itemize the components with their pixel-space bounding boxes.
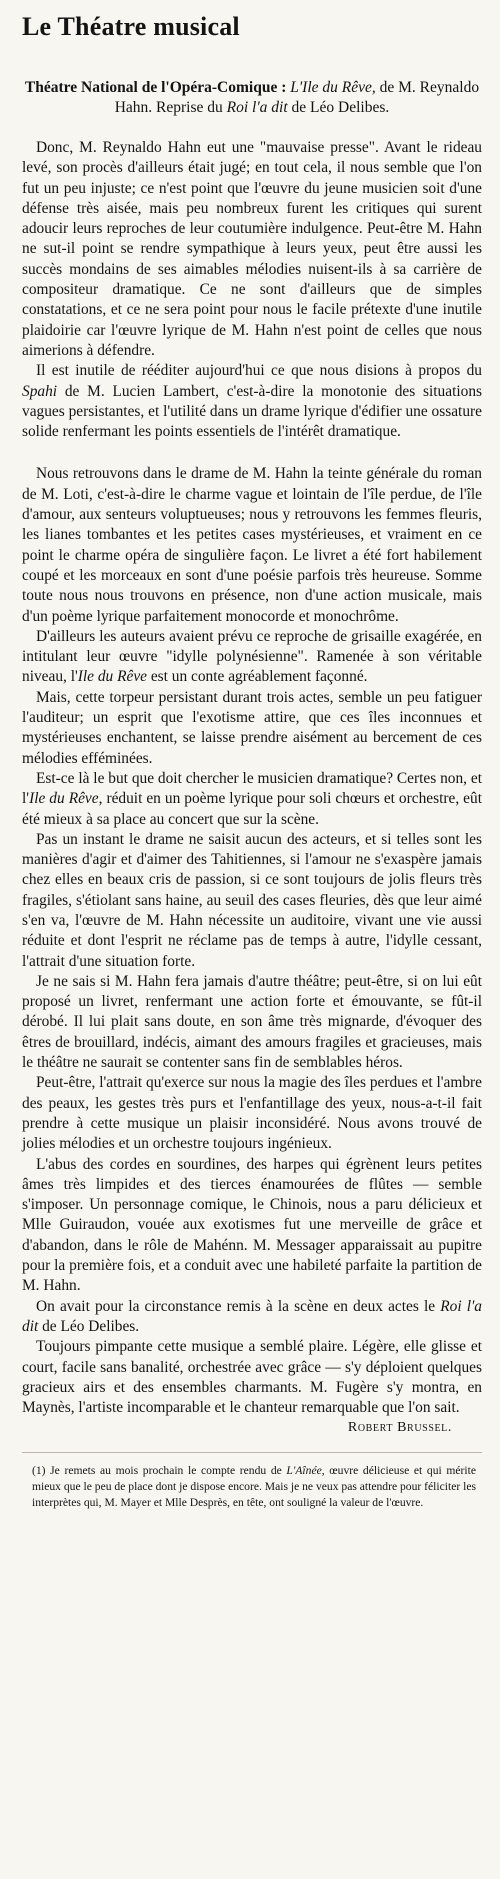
footnote-text: (1) Je remets au mois prochain le compte rendu de: [32, 1464, 287, 1478]
paragraph-text: est un conte agréablement façonné.: [147, 668, 368, 686]
headline-venue: Théatre National de l'Opéra-Comique :: [24, 79, 287, 96]
paragraph-italic: Ile du Rêve: [77, 668, 147, 686]
paragraph: Nous retrouvons dans le drame de M. Hahn la teinte générale du roman de M. Loti, c'est-à-dire le charme vague et lointain de l'île perdue, de l'île d'amour, aux senteurs voluptueuses; nous y retrouvons les femmes fleuris, les lianes tombantes et les petites cases mystérieuses, et vraiment en ce point le charme opéra de singulière façon. Le livret a été fort habilement coupé et les morceaux en sont d'une poésie parfois très heureuse. Somme toute nous nous trouvons en présence, non d'une action musicale, mais d'un poème lyrique parfaitement monocorde et monochrôme.: [22, 465, 482, 625]
section-title: Le Théatre musical: [22, 12, 240, 41]
headline-revival-author: de Léo Delibes.: [291, 99, 390, 116]
paragraph: L'abus des cordes en sourdines, des harpes qui égrènent leurs petites âmes très limpides et des tierces énamourées de flûtes — semble s'imposer. Un personnage comique, le Chinois, nous a paru délicieux et Mlle Guiraudon, vouée aux exotismes fut une merveille de grâce et d'abandon, dans le rôle de Mahénn. M. Messager apparaissait au pupitre pour la première fois, et a conduit avec une habileté parfaite la partition de M. Hahn.: [22, 1155, 482, 1295]
footnote-text: , œuvre délicieuse et qui mérite mieux que le peu de place dont je dispose encore. Mais je ne veux pas attendre pour féliciter les interprètes qui, M. Mayer et Mlle Desprès, en tête, ont souligné la valeur de l'œuvre.: [32, 1464, 476, 1509]
paragraph-text: Il est inutile de rééditer aujourd'hui ce que nous disions à propos du: [36, 362, 482, 380]
author-signature: Robert Brussel.: [347, 1420, 452, 1436]
paragraph: Toujours pimpante cette musique a semblé plaire. Légère, elle glisse et court, facile sans banalité, orchestrée avec grâce — s'y déploient quelques gracieux airs et des ensembles charmants. M. Fugère s'y montra, en Maynès, l'artiste incomparable et le chanteur remarquable que l'on sait.: [22, 1338, 482, 1417]
paragraph: Je ne sais si M. Hahn fera jamais d'autre théâtre; peut-être, si on lui eût proposé un livret, renfermant une action forte et émouvante, se fût-il dérobé. Il lui plait sans doute, en son âme très mignarde, d'évoquer des êtres de brouillard, indécis, aimant des amours fragiles et gracieuses, mais le théâtre ne saurait se contenter sans fin de semblables héros.: [22, 972, 482, 1072]
headline-revival: Roi l'a dit: [226, 99, 288, 116]
paragraph: [22, 361, 482, 442]
paragraph: [22, 769, 482, 830]
paragraph: Pas un instant le drame ne saisit aucun des acteurs, et si telles sont les manières d'agir et d'aimer des Tahitiennes, si l'amour ne s'exaspère jamais chez elles en beaux cris de passion, si ce sont toujours de jolis fleurs très fragiles, s'étiolant sans haine, au seuil des cases fleuries, dès que leur aimé s'en va, l'œuvre de M. Hahn nécessite un auditoire, vivant une vie aussi réduite et dont l'esprit ne réclame pas de temps à autre, l'idylle cessant, l'attrait d'une situation forte.: [22, 830, 482, 970]
paragraph-text: , réduit en un poème lyrique pour soli chœurs et orchestre, eût été mieux à sa place au concert que sur la scène.: [22, 790, 482, 828]
paragraph-italic: Roi l'a dit: [22, 1297, 482, 1335]
footnote-italic: L'Aînée: [286, 1464, 322, 1478]
headline-by: de M. Reynaldo Hahn. Reprise du: [114, 79, 480, 116]
paragraph: [22, 627, 482, 688]
footnote: [22, 1463, 482, 1510]
paragraph: [22, 1297, 482, 1338]
paragraph-text: de M. Lucien Lambert, c'est-à-dire la monotonie des situations vagues persistantes, et l'utilité dans un drame lyrique d'édifier une ossature solide renfermant les points essentiels de l'intérêt dramatique.: [22, 382, 482, 441]
paragraph: Mais, cette torpeur persistant durant trois actes, semble un peu fatiguer l'auditeur; un esprit que l'exotisme attire, que ces îles inconnues et mystérieuses enchantent, se laisse prendre aisément au bercement de ces mélodies efféminées.: [22, 688, 482, 767]
article-headline: [22, 78, 482, 118]
paragraph-text: On avait pour la circonstance remis à la scène en deux actes le: [36, 1297, 441, 1315]
article-body-part-one: [22, 138, 482, 442]
paragraph: Peut-être, l'attrait qu'exerce sur nous la magie des îles perdues et l'ambre des peaux, les gestes très purs et l'enfantillage des yeux, nous-a-t-il fait prendre à cette musique un plaisir inconsidéré. Nous avons trouvé de jolies mélodies et un orchestre toujours ingénieux.: [22, 1074, 482, 1153]
paragraph-text: Est-ce là le but que doit chercher le musicien dramatique? Certes non, et l': [22, 769, 482, 808]
footnote-divider: [22, 1452, 482, 1453]
paragraph-text: D'ailleurs les auteurs avaient prévu ce reproche de grisaille exagérée, en intitulant leur œuvre "idylle polynésienne". Ramenée à son véritable niveau, l': [22, 627, 482, 686]
article-body-part-two: [22, 464, 482, 1418]
paragraph-italic: Spahi: [22, 382, 58, 400]
headline-work: L'Ile du Rêve,: [290, 79, 376, 96]
paragraph-italic: Ile du Rêve: [29, 790, 99, 808]
paragraph-text: de Léo Delibes.: [38, 1317, 140, 1335]
paragraph: Donc, M. Reynaldo Hahn eut une "mauvaise presse". Avant le rideau levé, son procès d'ailleurs était jugé; en tout cela, il nous semble que l'on fut un peu injuste; ce n'est point que l'œuvre du jeune musicien soit d'une défense très aisée, mais peu nombreux furent les critiques qui surent adoucir leurs reproches de leur coutumière indulgence. Peut-être M. Hahn ne sut-il point se rendre sympathique à leurs yeux, peut être aussi les succès mondains de ses aimables mélodies nuisent-ils à sa carrière de compositeur dramatique. Ce ne sont d'ailleurs que de simples constatations, et ce ne sera point pour nous le facile prétexte d'une inutile plaidoirie car l'œuvre lyrique de M. Hahn n'est point de celles que nous aimerions à défendre.: [22, 139, 482, 359]
